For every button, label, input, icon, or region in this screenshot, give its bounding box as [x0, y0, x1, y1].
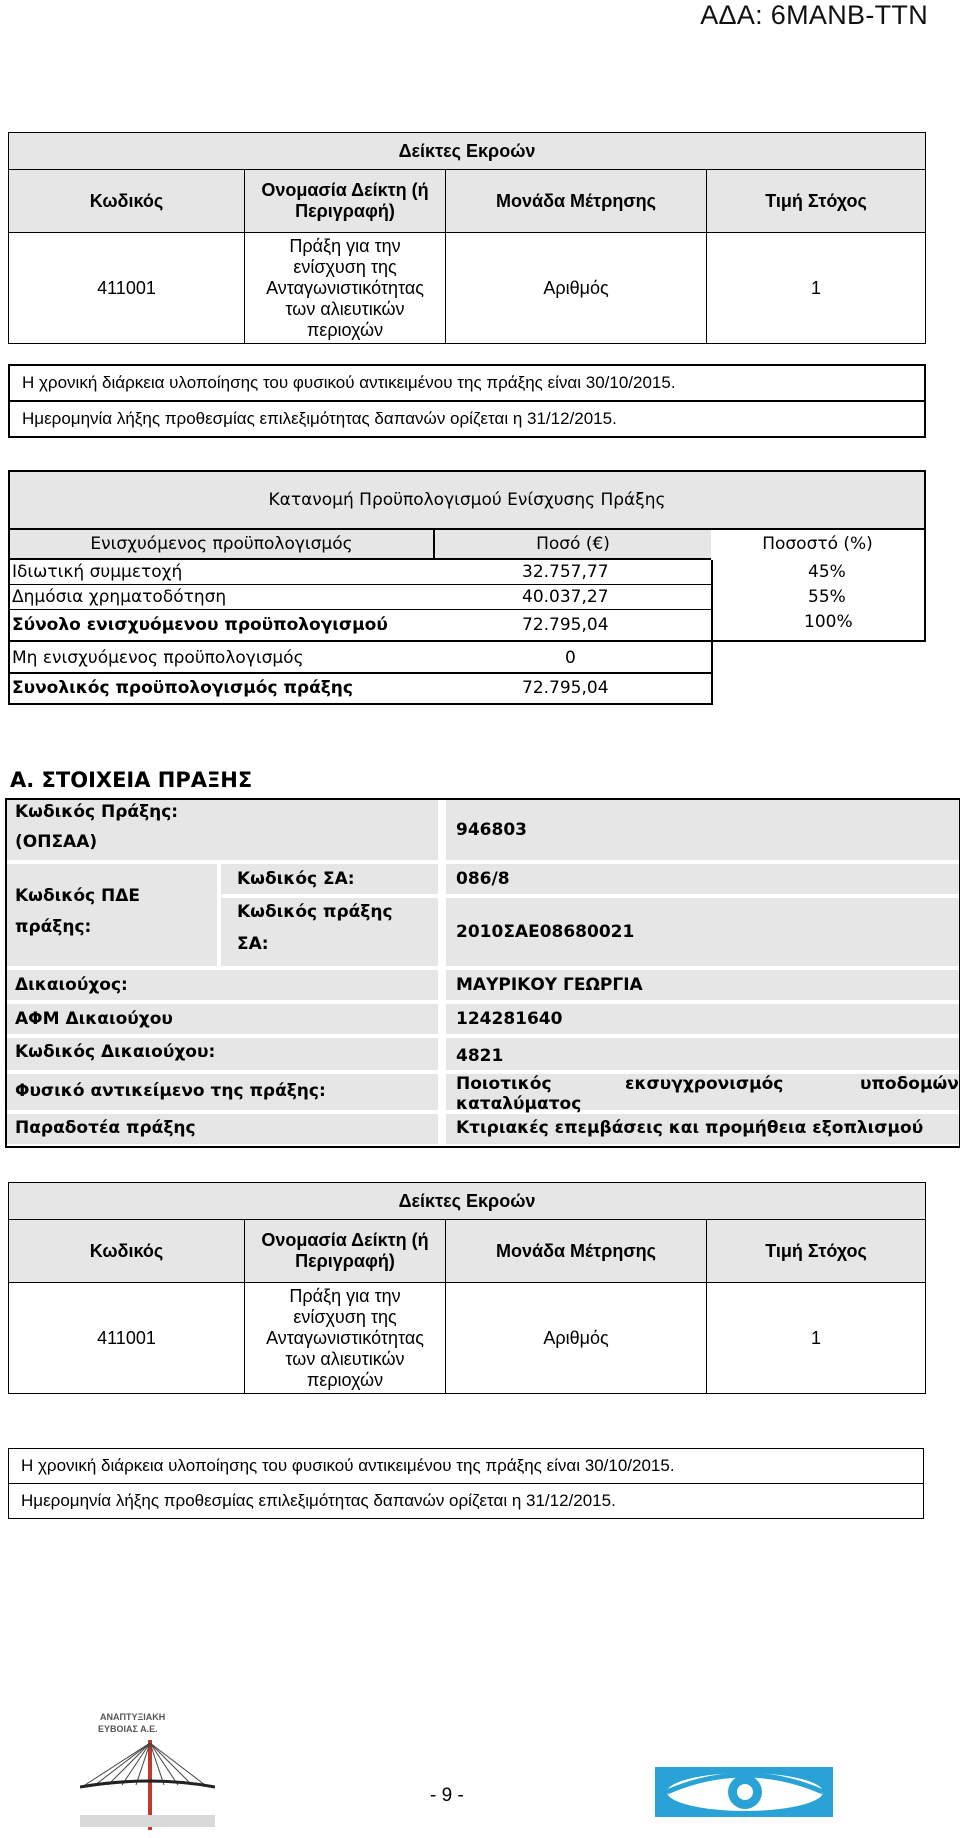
ben-code-label: Κωδικός Δικαιούχου:: [7, 1038, 438, 1070]
budget-row-label: Δημόσια χρηματοδότηση: [12, 587, 227, 607]
deadline-note: Ημερομηνία λήξης προθεσμίας επιλεξιμότητας δαπανών ορίζεται η 31/12/2015.: [10, 400, 924, 436]
deadline-note: Ημερομηνία λήξης προθεσμίας επιλεξιμότητας δαπανών ορίζεται η 31/12/2015.: [9, 1483, 923, 1518]
bridge-icon: [80, 1735, 215, 1835]
indicator-unit: Αριθμός: [446, 233, 707, 344]
col-unit-header: Μονάδα Μέτρησης: [446, 1220, 707, 1283]
indicator-name: Πράξη για την ενίσχυση της Ανταγωνιστικότητας των αλιευτικών περιοχών: [245, 1283, 446, 1394]
sa-code-value: 2010ΣΑΕ08680021: [446, 898, 959, 966]
object-value-word-4: καταλύματος: [456, 1094, 582, 1114]
ada-code: ΑΔΑ: 6ΜΑΝΒ-ΤΤΝ: [700, 0, 928, 30]
budget-row-amount: 72.795,04: [522, 615, 609, 635]
indicators-title: Δείκτες Εκροών: [9, 1183, 926, 1220]
sa-value: 086/8: [446, 864, 959, 894]
indicators-table-top: [8, 132, 926, 344]
budget-row-percent: 55%: [808, 587, 846, 607]
afm-label: ΑΦΜ Δικαιούχου: [7, 1004, 438, 1034]
sa-label: Κωδικός ΣΑ:: [221, 864, 438, 894]
budget-row-amount: 32.757,77: [522, 562, 609, 582]
beneficiary-value: ΜΑΥΡΙΚΟΥ ΓΕΩΡΓΙΑ: [446, 970, 959, 1000]
anaptyxiaki-logo: [80, 1710, 215, 1835]
object-value-word-2: εκσυγχρονισμός: [625, 1074, 784, 1094]
object-value-word-1: Ποιοτικός: [456, 1074, 552, 1094]
duration-note: Η χρονική διάρκεια υλοποίησης του φυσικού αντικειμένου της πράξης είναι 30/10/2015.: [21, 1456, 675, 1475]
budget-col-amount: Ποσό (€): [433, 528, 713, 560]
col-name-header: Ονομασία Δείκτη (ή Περιγραφή): [245, 170, 446, 233]
unsupported-amount: 0: [565, 648, 576, 668]
unsupported-label: Μη ενισχυόμενος προϋπολογισμός: [12, 648, 304, 668]
indicator-code: 411001: [9, 233, 245, 344]
budget-row-label: Ιδιωτική συμμετοχή: [12, 562, 183, 582]
deliverables-label: Παραδοτέα πράξης: [7, 1114, 438, 1144]
budget-title: Κατανομή Προϋπολογισμού Ενίσχυσης Πράξης: [8, 470, 926, 528]
object-value-word-3: υποδομών: [860, 1074, 959, 1094]
logo-text-1: ΑΝΑΠΤΥΞΙΑΚΗ: [100, 1712, 166, 1722]
eye-logo-icon: [645, 1762, 845, 1822]
budget-row-percent: 45%: [808, 562, 846, 582]
notes-top: [8, 364, 926, 438]
indicator-target: 1: [707, 1283, 926, 1394]
project-code-label-2: (ΟΠΣΑΑ): [15, 832, 98, 852]
col-target-header: Τιμή Στόχος: [707, 1220, 926, 1283]
indicator-unit: Αριθμός: [446, 1283, 707, 1394]
total-amount: 72.795,04: [522, 678, 609, 698]
pde-label-2: πράξης:: [15, 917, 92, 937]
col-code-header: Κωδικός: [9, 170, 245, 233]
section-heading: Α. ΣΤΟΙΧΕΙΑ ΠΡΑΞΗΣ: [10, 768, 253, 792]
col-unit-header: Μονάδα Μέτρησης: [446, 170, 707, 233]
budget-row-amount: 40.037,27: [522, 587, 609, 607]
object-label: Φυσικό αντικείμενο της πράξης:: [7, 1074, 438, 1110]
col-code-header: Κωδικός: [9, 1220, 245, 1283]
deliverables-value: Κτιριακές επεμβάσεις και προμήθεια εξοπλισμού: [446, 1114, 959, 1144]
ben-code-value: 4821: [446, 1038, 959, 1070]
indicators-table-bottom: [8, 1182, 926, 1394]
notes-bottom: [8, 1448, 924, 1519]
indicator-name: Πράξη για την ενίσχυση της Ανταγωνιστικότητας των αλιευτικών περιοχών: [245, 233, 446, 344]
budget-col-budget: Ενισχυόμενος προϋπολογισμός: [8, 528, 435, 560]
sa-code-label-1: Κωδικός πράξης: [237, 902, 393, 922]
budget-row-label: Σύνολο ενισχυόμενου προϋπολογισμού: [12, 615, 388, 635]
project-code-value: 946803: [446, 800, 959, 860]
page-number: - 9 -: [430, 1785, 464, 1806]
sa-code-label-2: ΣΑ:: [237, 934, 269, 954]
indicator-code: 411001: [9, 1283, 245, 1394]
logo-text-2: ΕΥΒΟΙΑΣ Α.Ε.: [98, 1724, 158, 1734]
total-label: Συνολικός προϋπολογισμός πράξης: [12, 678, 353, 698]
budget-table: [8, 470, 926, 705]
duration-note: Η χρονική διάρκεια υλοποίησης του φυσικού αντικειμένου της πράξης είναι 30/10/2015.: [22, 373, 676, 392]
budget-col-percent: Ποσοστό (%): [711, 528, 926, 560]
beneficiary-label: Δικαιούχος:: [7, 970, 438, 1000]
col-target-header: Τιμή Στόχος: [707, 170, 926, 233]
budget-row-percent: 100%: [804, 612, 853, 632]
indicator-target: 1: [707, 233, 926, 344]
indicators-title: Δείκτες Εκροών: [9, 133, 926, 170]
afm-value: 124281640: [446, 1004, 959, 1034]
project-code-label-1: Κωδικός Πράξης:: [15, 802, 179, 822]
col-name-header: Ονομασία Δείκτη (ή Περιγραφή): [245, 1220, 446, 1283]
pde-label-1: Κωδικός ΠΔΕ: [15, 886, 141, 906]
